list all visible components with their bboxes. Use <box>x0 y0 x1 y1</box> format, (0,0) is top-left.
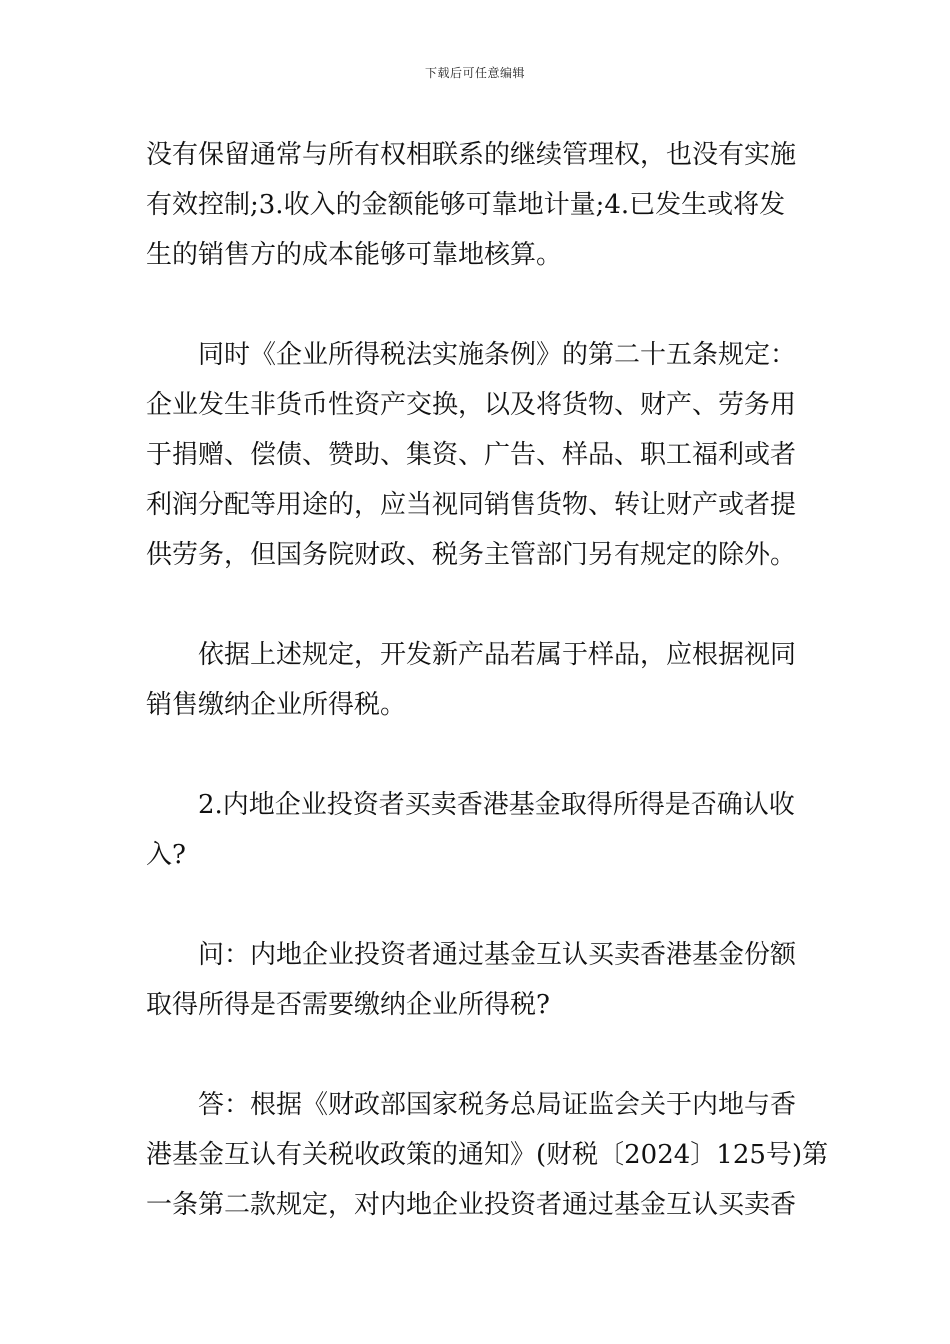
text-line: 供劳务，但国务院财政、税务主管部门另有规定的除外。 <box>146 540 797 570</box>
paragraph-question <box>146 930 808 1030</box>
paragraph-conclusion <box>146 630 808 730</box>
page-header: 下载后可任意编辑 <box>424 66 525 80</box>
text-line: 问：内地企业投资者通过基金互认买卖香港基金份额 <box>146 940 797 970</box>
text-line: 2.内地企业投资者买卖香港基金取得所得是否确认收 <box>146 790 795 820</box>
text-line: 依据上述规定，开发新产品若属于样品，应根据视同 <box>146 640 797 670</box>
text-line: 港基金互认有关税收政策的通知》(财税〔2024〕125号)第 <box>146 1140 829 1170</box>
text-line: 答：根据《财政部国家税务总局证监会关于内地与香 <box>146 1090 797 1120</box>
section-heading-2 <box>146 780 808 880</box>
text-line: 销售缴纳企业所得税。 <box>146 690 407 720</box>
text-line: 有效控制;3.收入的金额能够可靠地计量;4.已发生或将发 <box>146 190 786 220</box>
text-line: 入? <box>146 840 186 870</box>
text-line: 利润分配等用途的，应当视同销售货物、转让财产或者提 <box>146 490 797 520</box>
paragraph-revenue-conditions <box>146 130 808 280</box>
text-line: 同时《企业所得税法实施条例》的第二十五条规定： <box>146 340 797 370</box>
paragraph-article-25 <box>146 330 808 580</box>
text-line: 没有保留通常与所有权相联系的继续管理权，也没有实施 <box>146 140 797 170</box>
document-body <box>146 130 829 1280</box>
text-line: 生的销售方的成本能够可靠地核算。 <box>146 240 563 270</box>
text-line: 一条第二款规定，对内地企业投资者通过基金互认买卖香 <box>146 1190 797 1220</box>
text-line: 企业发生非货币性资产交换，以及将货物、财产、劳务用 <box>146 390 797 420</box>
paragraph-answer <box>146 1080 829 1230</box>
text-line: 取得所得是否需要缴纳企业所得税? <box>146 990 550 1020</box>
text-line: 于捐赠、偿债、赞助、集资、广告、样品、职工福利或者 <box>146 440 797 470</box>
